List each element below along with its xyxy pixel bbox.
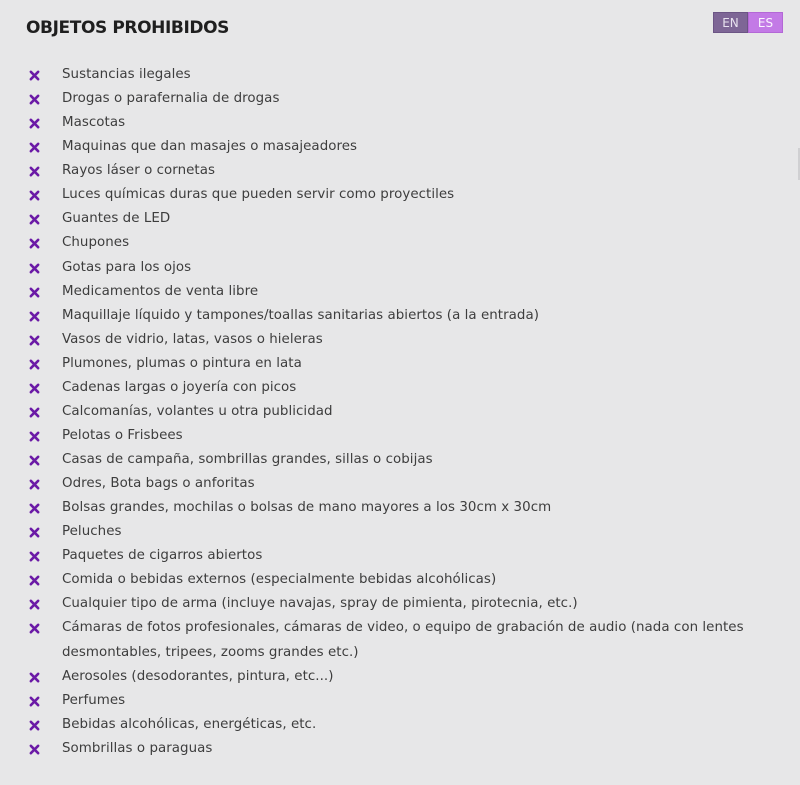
x-icon bbox=[29, 263, 40, 274]
x-icon bbox=[29, 214, 40, 225]
list-item-label: Mascotas bbox=[62, 115, 126, 131]
x-icon bbox=[29, 142, 40, 153]
x-icon bbox=[29, 166, 40, 177]
list-item-label: Drogas o parafernalia de drogas bbox=[62, 91, 280, 107]
list-item bbox=[0, 496, 800, 520]
list-item bbox=[0, 448, 800, 472]
list-item-label: Casas de campaña, sombrillas grandes, sillas o cobijas bbox=[62, 452, 433, 467]
list-item-label: Perfumes bbox=[62, 692, 126, 708]
x-icon bbox=[29, 720, 40, 731]
x-icon bbox=[29, 503, 40, 514]
x-icon bbox=[29, 94, 40, 105]
x-icon bbox=[29, 623, 40, 634]
list-item-label: Cualquier tipo de arma (incluye navajas, spray de pimienta, pirotecnia, etc.) bbox=[62, 596, 578, 612]
list-item bbox=[0, 737, 800, 761]
list-item bbox=[0, 616, 800, 664]
list-item bbox=[0, 256, 800, 280]
list-item-label: Calcomanías, volantes u otra publicidad bbox=[62, 403, 333, 419]
x-icon bbox=[29, 455, 40, 466]
list-item-label: Guantes de LED bbox=[62, 211, 171, 227]
list-item bbox=[0, 207, 800, 231]
x-icon bbox=[29, 744, 40, 755]
lang-es-button[interactable]: ES bbox=[748, 12, 783, 33]
x-icon bbox=[29, 527, 40, 538]
list-item-label: Vasos de vidrio, latas, vasos o hieleras bbox=[62, 331, 323, 347]
list-item bbox=[0, 111, 800, 135]
list-item bbox=[0, 231, 800, 255]
x-icon bbox=[29, 238, 40, 249]
list-item bbox=[0, 592, 800, 616]
list-item bbox=[0, 63, 800, 87]
list-item bbox=[0, 328, 800, 352]
x-icon bbox=[29, 383, 40, 394]
list-item-label: Paquetes de cigarros abiertos bbox=[62, 548, 263, 564]
list-item bbox=[0, 135, 800, 159]
list-item bbox=[0, 424, 800, 448]
list-item bbox=[0, 376, 800, 400]
list-item bbox=[0, 304, 800, 328]
page-title: OBJETOS PROHIBIDOS bbox=[26, 18, 230, 38]
list-item bbox=[0, 520, 800, 544]
list-item bbox=[0, 352, 800, 376]
list-item bbox=[0, 689, 800, 713]
prohibited-items-list bbox=[0, 63, 800, 761]
x-icon bbox=[29, 118, 40, 129]
list-item-label: Plumones, plumas o pintura en lata bbox=[62, 355, 302, 371]
list-item-label: Peluches bbox=[62, 524, 122, 540]
list-item-label: Pelotas o Frisbees bbox=[62, 427, 183, 443]
x-icon bbox=[29, 575, 40, 586]
list-item bbox=[0, 87, 800, 111]
x-icon bbox=[29, 407, 40, 418]
list-item-label: Maquillaje líquido y tampones/toallas sanitarias abiertos (a la entrada) bbox=[62, 307, 539, 323]
list-item-label: Cadenas largas o joyería con picos bbox=[62, 379, 297, 395]
language-switcher bbox=[713, 12, 783, 33]
list-item-label: Maquinas que dan masajes o masajeadores bbox=[62, 139, 358, 155]
list-item bbox=[0, 159, 800, 183]
x-icon bbox=[29, 287, 40, 298]
x-icon bbox=[29, 696, 40, 707]
list-item-label: Comida o bebidas externos (especialmente bebidas alcohólicas) bbox=[62, 572, 497, 588]
x-icon bbox=[29, 672, 40, 683]
list-item-label: Medicamentos de venta libre bbox=[62, 283, 259, 299]
list-item bbox=[0, 280, 800, 304]
x-icon bbox=[29, 479, 40, 490]
x-icon bbox=[29, 431, 40, 442]
x-icon bbox=[29, 335, 40, 346]
list-item bbox=[0, 183, 800, 207]
list-item bbox=[0, 472, 800, 496]
list-item-label: Luces químicas duras que pueden servir como proyectiles bbox=[62, 187, 455, 203]
x-icon bbox=[29, 551, 40, 562]
list-item bbox=[0, 665, 800, 689]
list-item-label: Gotas para los ojos bbox=[62, 259, 192, 275]
list-item-label: Odres, Bota bags o anforitas bbox=[62, 476, 255, 492]
list-item-label: Chupones bbox=[62, 235, 130, 251]
list-item-label: Aerosoles (desodorantes, pintura, etc...) bbox=[62, 668, 334, 684]
list-item bbox=[0, 713, 800, 737]
list-item-label: Bolsas grandes, mochilas o bolsas de mano mayores a los 30cm x 30cm bbox=[62, 500, 552, 516]
list-item-label: Bebidas alcohólicas, energéticas, etc. bbox=[62, 716, 317, 732]
list-item bbox=[0, 568, 800, 592]
x-icon bbox=[29, 359, 40, 370]
list-item-label: Sombrillas o paraguas bbox=[62, 740, 213, 756]
x-icon bbox=[29, 311, 40, 322]
x-icon bbox=[29, 190, 40, 201]
list-item bbox=[0, 544, 800, 568]
lang-en-button[interactable]: EN bbox=[713, 12, 748, 33]
list-item-label: Rayos láser o cornetas bbox=[62, 163, 215, 179]
list-item-label: Cámaras de fotos profesionales, cámaras de video, o equipo de grabación de audio (nada con lentes desmontables, tripees, zooms grandes etc.) bbox=[62, 620, 744, 660]
list-item-label: Sustancias ilegales bbox=[62, 67, 191, 82]
x-icon bbox=[29, 599, 40, 610]
x-icon bbox=[29, 70, 40, 81]
list-item bbox=[0, 400, 800, 424]
